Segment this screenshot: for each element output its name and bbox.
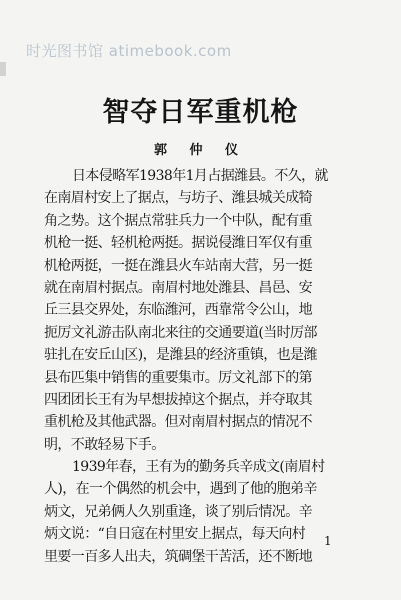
article-body bbox=[44, 165, 376, 568]
text-line: 人)，在一个偶然的机会中，遇到了他的胞弟辛 bbox=[44, 481, 317, 498]
text-line: 就在南眉村据点。南眉村地处潍县、昌邑、安 bbox=[44, 279, 312, 296]
page-number: 1 bbox=[324, 534, 332, 548]
text-line: 1939年春，王有为的勤务兵辛成文(南眉村 bbox=[72, 459, 325, 476]
article-title: 智夺日军重机枪 bbox=[102, 97, 299, 128]
text-line: 扼厉文礼游击队南北来往的交通要道(当时厉部 bbox=[44, 324, 317, 341]
text-line: 里要一百多人出夫，筑碉堡干苦活，还不断地 bbox=[44, 548, 312, 565]
text-line: 机枪一挺、轻机枪两挺。据说侵潍日军仅有重 bbox=[44, 235, 312, 252]
text-line: 丘三县交界处，东临潍河，西靠常令公山，地 bbox=[44, 302, 312, 319]
text-line: 角之势。这个据点常驻兵力一个中队，配有重 bbox=[44, 212, 312, 229]
text-line: 机枪两挺，一挺在潍县火车站南大营，另一挺 bbox=[44, 257, 312, 274]
text-line: 炳文，兄弟俩人久别重逢，谈了别后情况。辛 bbox=[44, 503, 312, 520]
text-line: 在南眉村安上了据点，与坊子、潍县城关成犄 bbox=[44, 190, 312, 207]
text-line: 四团团长王有为早想拔掉这个据点，并夺取其 bbox=[44, 391, 312, 408]
text-line: 明，不敢轻易下手。 bbox=[44, 436, 165, 453]
text-line: 县布匹集中销售的重要集市。厉文礼部下的第 bbox=[44, 369, 312, 386]
scan-margin-mark bbox=[0, 62, 6, 76]
text-line: 重机枪及其他武器。但对南眉村据点的情况不 bbox=[44, 414, 312, 431]
text-line: 驻扎在安丘山区)，是潍县的经济重镇，也是潍 bbox=[44, 347, 317, 364]
text-line: 日本侵略军1938年1月占据潍县。不久，就 bbox=[72, 168, 328, 184]
author-name: 郭 仲 仪 bbox=[153, 143, 248, 158]
watermark: 时光图书馆 atimebook.com bbox=[26, 42, 232, 60]
text-line: 炳文说：“自日寇在村里安上据点，每天向村 bbox=[44, 526, 306, 543]
